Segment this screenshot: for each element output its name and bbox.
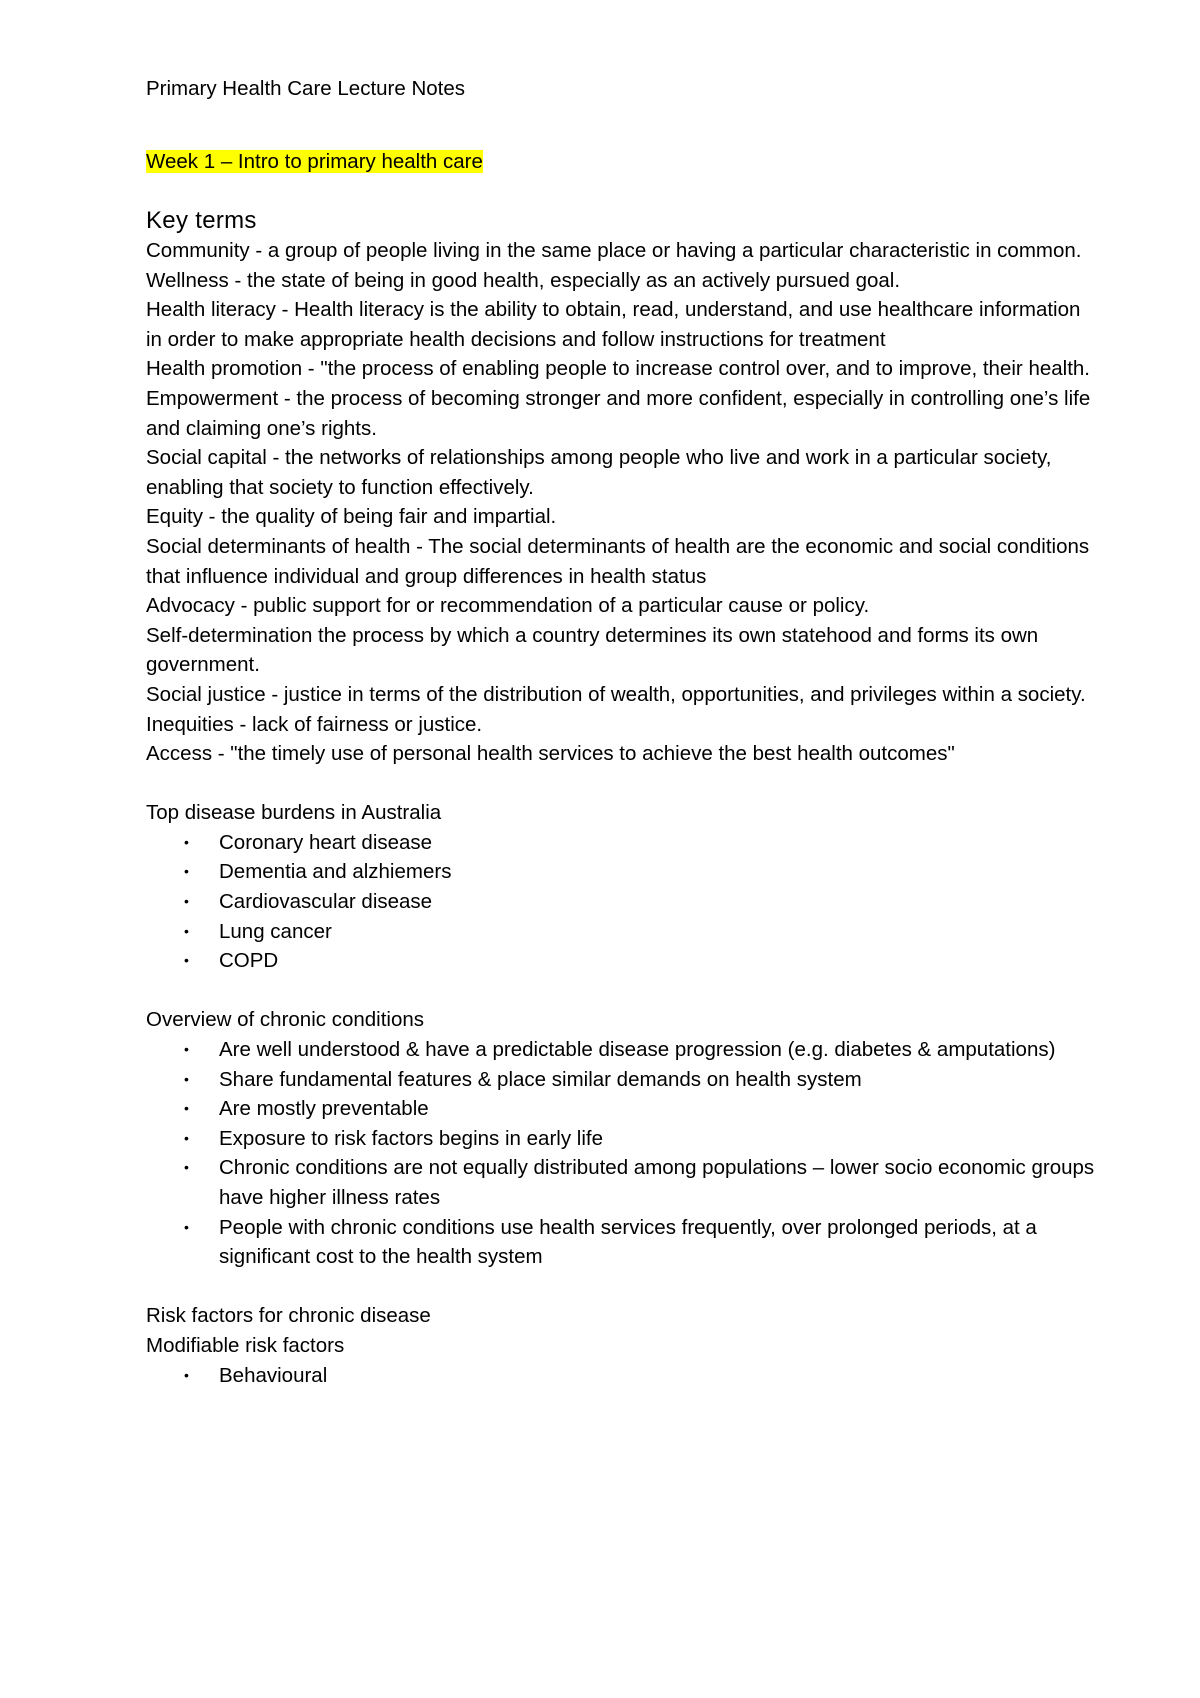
term-social-determinants: Social determinants of health - The social determinants of health are the economic and social conditions that influence individual and group differences in health status <box>146 534 1090 588</box>
list-item-text: Lung cancer <box>219 919 332 943</box>
term-inequities: Inequities - lack of fairness or justice. <box>146 712 483 736</box>
list-item <box>146 887 1100 917</box>
disease-burdens-list <box>146 828 1100 976</box>
key-terms-list <box>146 236 1100 769</box>
list-item <box>146 1361 1100 1391</box>
document-title: Primary Health Care Lecture Notes <box>146 77 466 100</box>
list-item-text: Chronic conditions are not equally distributed among populations – lower socio economic groups have higher illness rates <box>219 1156 1095 1209</box>
list-item-text: Coronary heart disease <box>219 830 433 854</box>
list-item-text: Are mostly preventable <box>219 1097 429 1121</box>
term-social-capital: Social capital - the networks of relationships among people who live and work in a particular society, enabling that society to function effectively. <box>146 446 1052 499</box>
term-advocacy: Advocacy - public support for or recommendation of a particular cause or policy. <box>146 594 870 618</box>
list-item <box>146 1153 1100 1212</box>
bullet-icon: • <box>184 1129 189 1146</box>
list-item <box>146 946 1100 976</box>
bullet-icon: • <box>184 922 189 939</box>
list-item-text: Are well understood & have a predictable disease progression (e.g. diabetes & amputations) <box>219 1038 1056 1062</box>
week-heading-highlight: Week 1 – Intro to primary health care <box>146 150 483 173</box>
bullet-icon: • <box>184 833 189 850</box>
list-item-text: Dementia and alzhiemers <box>219 860 452 884</box>
bullet-icon: • <box>184 1366 189 1383</box>
list-item-text: COPD <box>219 949 279 973</box>
term-social-justice: Social justice - justice in terms of the distribution of wealth, opportunities, and privileges within a society. <box>146 682 1086 706</box>
list-item <box>146 1094 1100 1124</box>
term-equity: Equity - the quality of being fair and impartial. <box>146 505 557 529</box>
chronic-overview-list <box>146 1035 1100 1272</box>
term-self-determination: Self-determination the process by which a country determines its own statehood and forms its own government. <box>146 623 1039 677</box>
list-item <box>146 857 1100 887</box>
chronic-overview-title: Overview of chronic conditions <box>146 1008 425 1032</box>
list-item-text: Exposure to risk factors begins in early life <box>219 1126 603 1150</box>
modifiable-risk-factors-subtitle: Modifiable risk factors <box>146 1333 345 1357</box>
term-wellness: Wellness - the state of being in good health, especially as an actively pursued goal. <box>146 268 901 292</box>
spacer <box>146 769 1100 799</box>
list-item <box>146 917 1100 947</box>
list-item <box>146 1035 1100 1065</box>
bullet-icon: • <box>184 863 189 880</box>
bullet-icon: • <box>184 893 189 910</box>
bullet-icon: • <box>184 1070 189 1087</box>
term-health-literacy: Health literacy - Health literacy is the ability to obtain, read, understand, and use healthcare information in order to make appropriate health decisions and follow instructions for treatment <box>146 298 1081 351</box>
spacer <box>146 976 1100 1006</box>
list-item-text: Behavioural <box>219 1363 328 1387</box>
list-item <box>146 828 1100 858</box>
term-community: Community - a group of people living in the same place or having a particular characteristic in common. <box>146 239 1082 262</box>
risk-factors-title: Risk factors for chronic disease <box>146 1304 431 1328</box>
list-item <box>146 1124 1100 1154</box>
term-health-promotion: Health promotion - "the process of enabling people to increase control over, and to improve, their health. <box>146 357 1090 381</box>
term-empowerment: Empowerment - the process of becoming stronger and more confident, especially in controlling one’s life and claiming one’s rights. <box>146 386 1091 440</box>
bullet-icon: • <box>184 1218 189 1235</box>
list-item-text: Share fundamental features & place similar demands on health system <box>219 1067 862 1091</box>
week-heading <box>146 147 1100 176</box>
bullet-icon: • <box>184 1100 189 1117</box>
list-item <box>146 1065 1100 1095</box>
risk-factors-list <box>146 1361 1100 1391</box>
disease-burdens-title: Top disease burdens in Australia <box>146 801 442 825</box>
bullet-icon: • <box>184 952 189 969</box>
list-item-text: People with chronic conditions use health services frequently, over prolonged periods, at a significant cost to the health system <box>219 1215 1037 1269</box>
key-terms-heading: Key terms <box>146 207 257 234</box>
term-access: Access - "the timely use of personal health services to achieve the best health outcomes" <box>146 742 955 766</box>
list-item-text: Cardiovascular disease <box>219 890 433 914</box>
bullet-icon: • <box>184 1041 189 1058</box>
list-item <box>146 1213 1100 1272</box>
spacer <box>146 1272 1100 1302</box>
bullet-icon: • <box>184 1159 189 1176</box>
